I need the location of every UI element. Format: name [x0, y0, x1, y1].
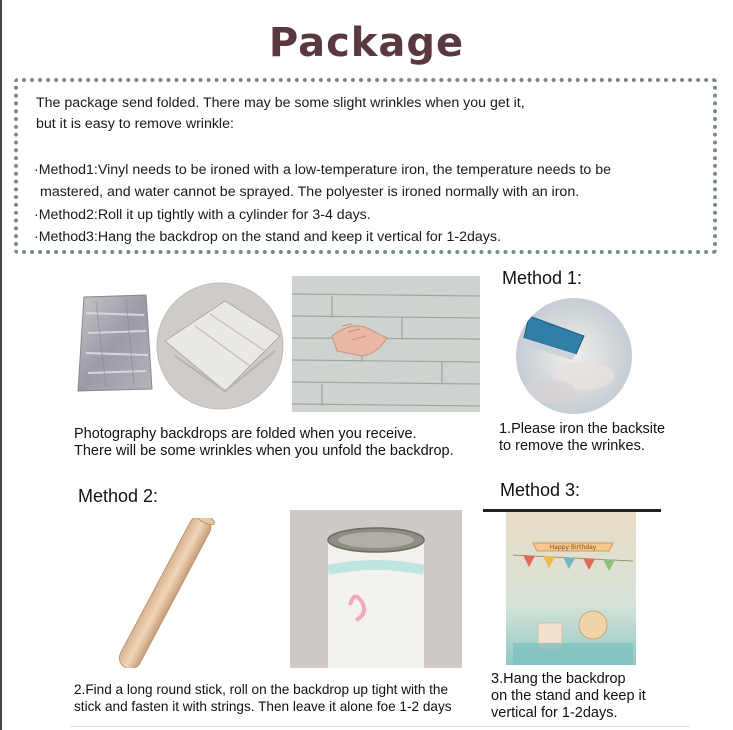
method2-heading: Method 2:: [78, 486, 159, 506]
folded-package-photo: [76, 293, 154, 393]
notice-method3: ·Method3:Hang the backdrop on the stand and keep it vertical for 1-2days.: [34, 229, 501, 245]
method3-heading: Method 3:: [500, 480, 581, 500]
wrinkled-backdrop-photo: [292, 276, 480, 412]
folded-caption-line-1: Photography backdrops are folded when you receive.: [74, 426, 417, 442]
wooden-stick-photo: [92, 518, 240, 668]
folded-caption-line-2: There will be some wrinkles when you unfold the backdrop.: [74, 443, 454, 459]
left-edge-line: [0, 0, 2, 730]
method3-line-1: 3.Hang the backdrop: [491, 671, 626, 687]
method2-line-1: 2.Find a long round stick, roll on the backdrop up tight with the: [74, 682, 449, 697]
notice-method1-line-a: ·Method1:Vinyl needs to be ironed with a low-temperature iron, the temperature needs to be: [34, 162, 612, 178]
method1-heading: Method 1:: [502, 268, 583, 288]
method3-line-2: on the stand and keep it: [491, 688, 646, 704]
banner-text: Happy Birthday: [549, 544, 597, 551]
page-title: Package: [268, 20, 465, 66]
notice-method2: ·Method2:Roll it up tightly with a cylinder for 3-4 days.: [34, 207, 371, 223]
notice-box: [14, 78, 717, 254]
notice-method1-line-b: mastered, and water cannot be sprayed. The polyester is ironed normally with an iron.: [40, 184, 580, 200]
bottom-divider: [70, 726, 690, 727]
iron-photo: [514, 296, 634, 416]
method2-line-2: stick and fasten it with strings. Then leave it alone foe 1-2 days: [74, 699, 452, 714]
method3-line-3: vertical for 1-2days.: [491, 705, 618, 721]
method1-line-2: to remove the wrinkes.: [499, 438, 645, 454]
notice-line-1: The package send folded. There may be some slight wrinkles when you get it,: [36, 95, 525, 111]
rolled-backdrop-photo: [290, 510, 462, 668]
folded-cloth-photo: [155, 281, 285, 411]
notice-line-2: but it is easy to remove wrinkle:: [36, 116, 234, 132]
hanging-backdrop-photo: [483, 505, 661, 665]
method1-line-1: 1.Please iron the backsite: [499, 421, 666, 437]
